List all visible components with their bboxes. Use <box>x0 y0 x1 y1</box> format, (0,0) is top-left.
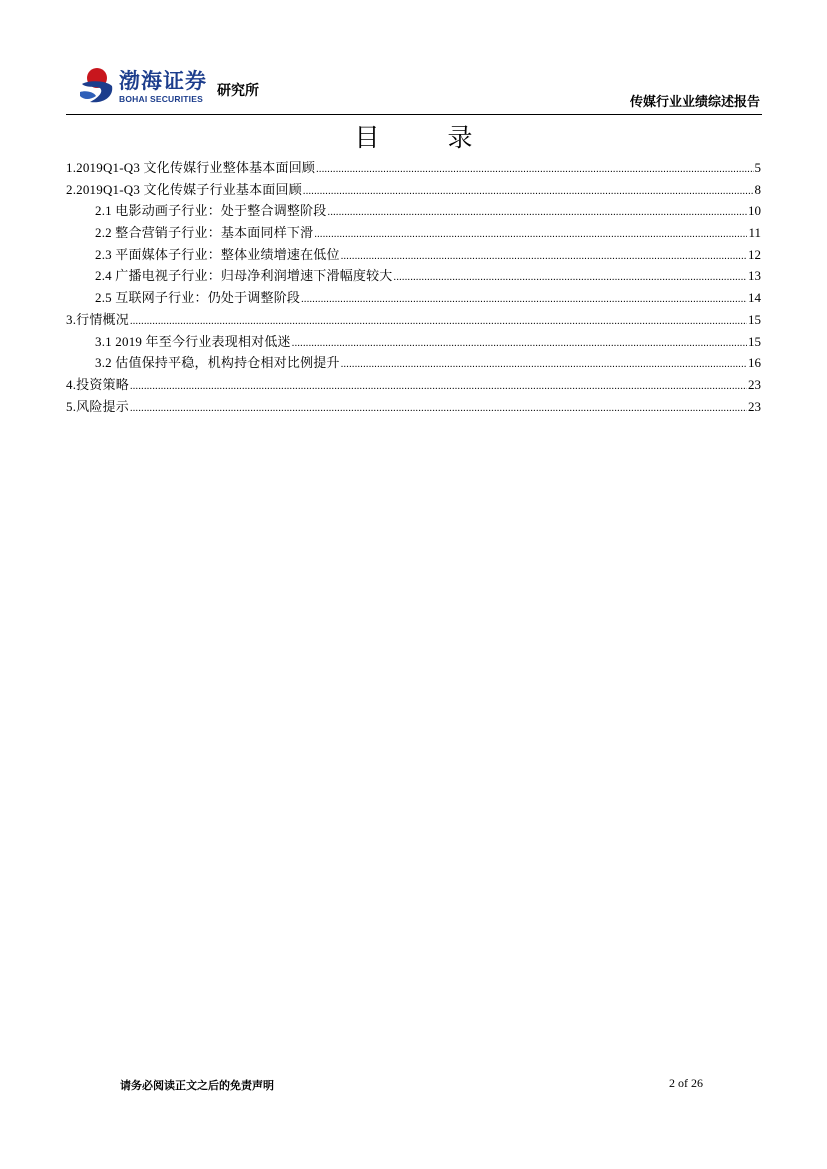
table-of-contents <box>66 157 761 417</box>
toc-entry-page[interactable]: 15 <box>748 333 761 349</box>
toc-entry-label[interactable]: 4.投资策略 <box>66 376 129 392</box>
toc-entry[interactable] <box>66 287 761 309</box>
toc-entry-label[interactable]: 2.4 广播电视子行业：归母净利润增速下滑幅度较大 <box>95 268 393 284</box>
footer-disclaimer: 请务必阅读正文之后的免责声明 <box>120 1079 274 1092</box>
toc-entry-page[interactable]: 15 <box>748 311 761 327</box>
toc-entry-page[interactable]: 16 <box>748 355 761 371</box>
toc-dot-leader <box>316 164 753 175</box>
toc-entry-label[interactable]: 3.1 2019 年至今行业表现相对低迷 <box>95 333 291 349</box>
toc-dot-leader <box>328 207 747 218</box>
toc-entry[interactable] <box>66 244 761 266</box>
toc-entry-label[interactable]: 2.2019Q1-Q3 文化传媒子行业基本面回顾 <box>66 181 302 197</box>
toc-entry-label[interactable]: 2.3 平面媒体子行业：整体业绩增速在低位 <box>95 246 340 262</box>
toc-entry-label[interactable]: 3.2 估值保持平稳，机构持仓相对比例提升 <box>95 355 340 371</box>
toc-entry-label[interactable]: 5.风险提示 <box>66 398 129 414</box>
toc-entry[interactable] <box>66 222 761 244</box>
toc-entry-label[interactable]: 1.2019Q1-Q3 文化传媒行业整体基本面回顾 <box>66 160 316 175</box>
toc-dot-leader <box>301 294 747 305</box>
toc-dot-leader <box>394 272 747 283</box>
company-logo <box>78 64 259 108</box>
toc-entry[interactable] <box>66 200 761 222</box>
toc-heading: 目 录 <box>354 123 503 152</box>
toc-entry-page[interactable]: 23 <box>748 376 761 392</box>
toc-entry[interactable] <box>66 179 761 201</box>
toc-entry[interactable] <box>66 309 761 331</box>
toc-entry[interactable] <box>66 374 761 396</box>
footer-page-number: 2 of 26 <box>669 1076 703 1090</box>
toc-entry[interactable] <box>66 396 761 418</box>
logo-chinese-name: 渤海证券 <box>119 68 207 93</box>
toc-entry-label[interactable]: 2.1 电影动画子行业：处于整合调整阶段 <box>95 203 327 219</box>
report-title: 传媒行业业绩综述报告 <box>629 95 760 110</box>
toc-entry[interactable] <box>66 265 761 287</box>
toc-dot-leader <box>130 381 747 392</box>
toc-entry-page[interactable]: 10 <box>748 203 761 219</box>
department-label: 研究所 <box>217 83 259 99</box>
toc-dot-leader <box>292 338 747 349</box>
toc-entry-label[interactable]: 2.5 互联网子行业：仍处于调整阶段 <box>95 290 301 306</box>
toc-entry-page[interactable]: 23 <box>748 398 761 414</box>
toc-dot-leader <box>303 186 754 197</box>
toc-entry-page[interactable]: 5 <box>754 160 761 175</box>
page-header <box>66 60 762 115</box>
toc-dot-leader <box>314 229 747 240</box>
toc-dot-leader <box>130 403 747 414</box>
toc-entry-label[interactable]: 3.行情概况 <box>66 311 129 327</box>
toc-entry-page[interactable]: 14 <box>748 290 761 306</box>
logo-english-name: BOHAI SECURITIES <box>119 93 203 104</box>
toc-dot-leader <box>130 316 747 327</box>
toc-dot-leader <box>341 251 747 262</box>
toc-entry[interactable] <box>66 331 761 353</box>
toc-entry-page[interactable]: 12 <box>748 246 761 262</box>
bohai-logo-icon <box>78 66 116 106</box>
toc-entry-label[interactable]: 2.2 整合营销子行业：基本面同样下滑 <box>95 225 314 241</box>
toc-entry-page[interactable]: 8 <box>754 181 761 197</box>
toc-entry[interactable] <box>66 157 761 179</box>
toc-dot-leader <box>341 359 747 370</box>
toc-entry[interactable] <box>66 352 761 374</box>
toc-entry-page[interactable]: 13 <box>748 268 761 284</box>
toc-entry-page[interactable]: 11 <box>748 225 761 241</box>
